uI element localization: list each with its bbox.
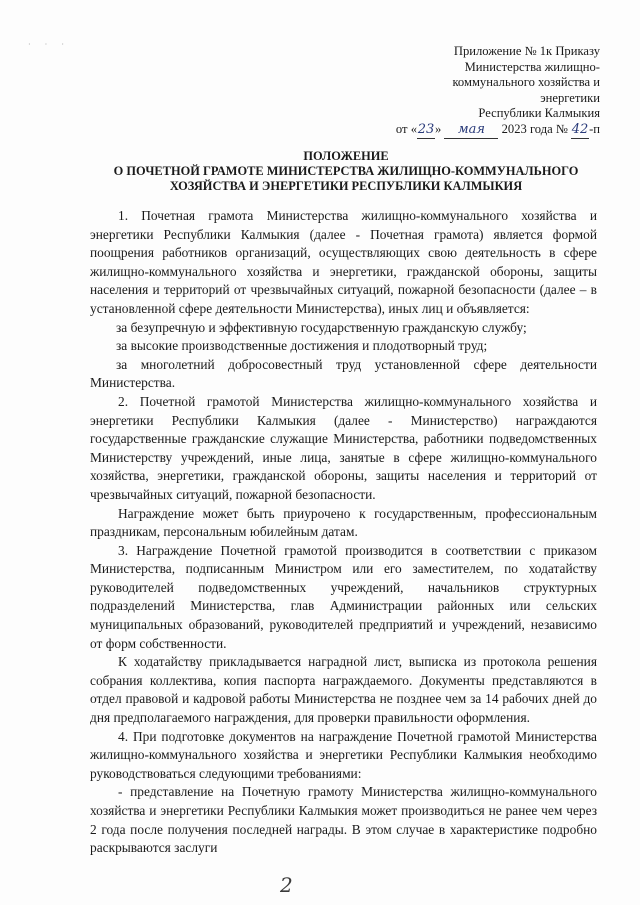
- handwritten-month: мая: [444, 122, 498, 139]
- date-mid: »: [435, 121, 442, 136]
- appendix-header: [340, 44, 600, 139]
- paragraph-1: 1. Почетная грамота Министерства жилищно-коммунального хозяйства и энергетики Республики Калмыкия (далее - Почетная грамота) является формой поощрения работников организаций, осуществляющих свою деятельность в сфере жилищно-коммунального хозяйства и энергетики, гражданской обороны, защиты населения и территорий от чрезвычайных ситуаций, пожарной безопасности (далее – в установленной сфере деятельности Министерства), иных лиц и объявляется:: [90, 208, 597, 316]
- order-suffix: -п: [589, 121, 600, 136]
- paragraph-3-note: К ходатайству прикладывается наградной лист, выписка из протокола решения собрания коллектива, копия паспорта награждаемого. Документы представляются в отдел правовой и кадровой работы Министерства не позднее чем за 14 рабочих дней до дня предполагаемого награждения, для проверки правильности оформления.: [90, 654, 597, 726]
- handwritten-order-number: 42: [571, 121, 589, 137]
- appendix-line-2: Министерства жилищно-: [464, 59, 600, 74]
- title-line-3: ХОЗЯЙСТВА И ЭНЕРГЕТИКИ РЕСПУБЛИКИ КАЛМЫКИЯ: [169, 179, 523, 193]
- paragraph-4: 4. При подготовке документов на награждение Почетной грамотой Министерства жилищно-коммунального хозяйства и энергетики Республики Калмыкия необходимо руководствоваться следующими требованиями:: [90, 728, 597, 781]
- page-number: 2: [280, 873, 293, 897]
- paragraph-4-item: - представление на Почетную грамоту Министерства жилищно-коммунального хозяйства и энергетики Республики Калмыкия может производиться не ранее чем через 2 года после получения последней награды. В этом случае в характеристике подробно раскрываются заслуги: [90, 784, 597, 856]
- handwritten-day: 23: [417, 121, 435, 137]
- appendix-date-line: [340, 122, 600, 139]
- date-prefix: от «: [395, 121, 417, 136]
- paragraph-2-note: Награждение может быть приурочено к государственным, профессиональным праздникам, персональным юбилейным датам.: [90, 505, 597, 540]
- paragraph-2: 2. Почетной грамотой Министерства жилищно-коммунального хозяйства и энергетики Республики Калмыкия (далее - Министерство) награждаются государственные гражданские служащие Министерства, работники подведомственных Министерству учреждений, иные лица, занятые в сфере жилищно-коммунального хозяйства, энергетики, гражданской обороны, защиты населения и территорий от чрезвычайных ситуаций, пожарной безопасности.: [90, 393, 597, 502]
- appendix-line-4: энергетики: [540, 90, 600, 105]
- title-line-2: О ПОЧЕТНОЙ ГРАМОТЕ МИНИСТЕРСТВА ЖИЛИЩНО-КОММУНАЛЬНОГО: [113, 164, 579, 178]
- appendix-line-1: Приложение № 1к Приказу: [453, 44, 600, 58]
- scan-artifacts: · · ·: [28, 40, 70, 49]
- list-item-3: за многолетний добросовестный труд установленной сфере деятельности Министерства.: [90, 356, 597, 391]
- date-year: 2023 года №: [501, 121, 568, 136]
- appendix-line-5: Республики Калмыкия: [478, 106, 600, 121]
- appendix-line-3: коммунального хозяйства и: [452, 75, 600, 90]
- title-line-1: ПОЛОЖЕНИЕ: [303, 149, 389, 163]
- list-item-1: за безупречную и эффективную государственную гражданскую службу;: [116, 319, 527, 335]
- document-title: [80, 149, 612, 194]
- paragraph-3: 3. Награждение Почетной грамотой производится в соответствии с приказом Министерства, подписанным Министром или его заместителем, по ходатайству руководителей подведомственных учреждений, начальников структурных подразделений Министерства, глав Администрации районных или сельских муниципальных образований, руководителей предприятий и учреждений, независимо от форм собственности.: [90, 542, 597, 651]
- document-body: [90, 205, 597, 858]
- list-item-2: за высокие производственные достижения и плодотворный труд;: [116, 338, 488, 354]
